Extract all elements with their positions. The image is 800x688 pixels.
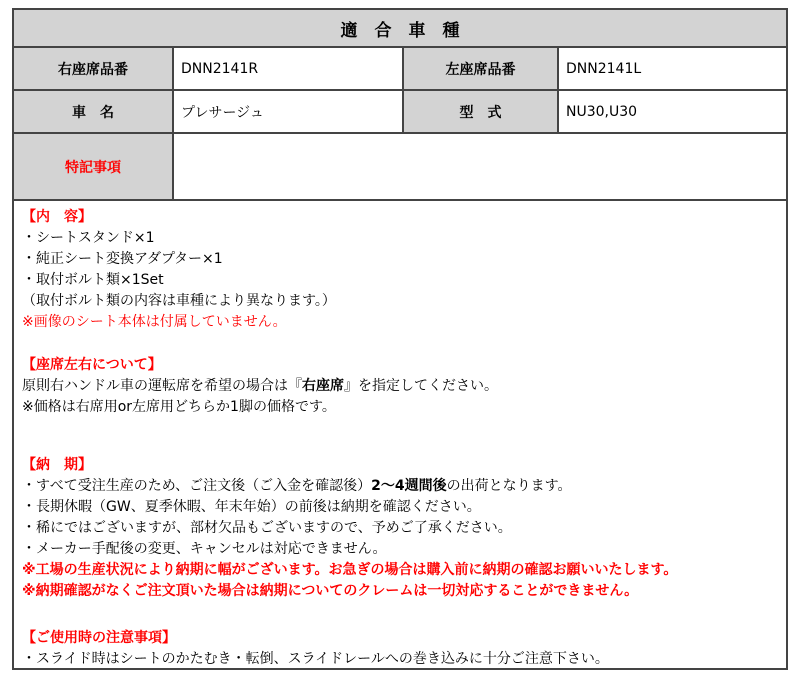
- text-segment: ・シートスタンド×1: [22, 230, 155, 246]
- text-segment: ※納期確認がなくご注文頂いた場合は納期についてのクレームは一切対応することができません。: [22, 583, 639, 599]
- text-segment: ・メーカー手配後の変更、キャンセルは対応できません。: [22, 541, 387, 557]
- special-notes-row: [14, 134, 786, 201]
- car-name-value: プレサージュ: [174, 91, 404, 132]
- text-segment: ※工場の生産状況により納期に幅がございます。お急ぎの場合は購入前に納期の確認お願いいたします。: [22, 562, 678, 578]
- part-number-left-label: 左座席品番: [404, 48, 559, 89]
- text-segment: ・稀にではございますが、部材欠品もございますので、予めご了承ください。: [22, 520, 512, 536]
- content-line: [22, 581, 776, 602]
- text-segment: 右座席: [302, 378, 344, 394]
- content-line: [22, 649, 776, 670]
- special-notes-value: [174, 134, 786, 199]
- content-line: [22, 228, 776, 249]
- text-segment: ※画像のシート本体は付属していません。: [22, 314, 287, 330]
- part-number-right-value: DNN2141R: [174, 48, 404, 89]
- content-line: [22, 291, 776, 312]
- content-line: [22, 270, 776, 291]
- part-number-row: [14, 48, 786, 91]
- car-name-model-row: [14, 91, 786, 134]
- section-title: 【座席左右について】: [22, 357, 162, 373]
- text-segment: ・すべて受注生産のため、ご注文後（ご入金を確認後）: [22, 478, 372, 494]
- text-segment: ・取付ボルト類×1Set: [22, 272, 164, 288]
- content-line: [22, 539, 776, 560]
- text-segment: 2～4週間後: [371, 478, 447, 494]
- section-title: 【納 期】: [22, 457, 92, 473]
- part-number-left-value: DNN2141L: [559, 48, 786, 89]
- text-segment: ※価格は右席用or左席用どちらか1脚の価格です。: [22, 399, 336, 415]
- text-segment: ・純正シート変換アダプター×1: [22, 251, 223, 267]
- content-line: [22, 376, 776, 397]
- car-name-label: 車 名: [14, 91, 174, 132]
- content-line: [22, 476, 776, 497]
- content-section: [22, 628, 776, 670]
- model-code-value: NU30,U30: [559, 91, 786, 132]
- content-section: [22, 355, 776, 418]
- content-line: [22, 312, 776, 333]
- section-title: 【ご使用時の注意事項】: [22, 630, 176, 646]
- content-line: [22, 560, 776, 581]
- compatible-vehicle-document: [12, 8, 788, 670]
- model-code-label: 型 式: [404, 91, 559, 132]
- content-sections: [14, 201, 786, 668]
- special-notes-label: 特記事項: [14, 134, 174, 199]
- text-segment: ・長期休暇（GW、夏季休暇、年末年始）の前後は納期を確認ください。: [22, 499, 481, 515]
- content-section: [22, 455, 776, 602]
- table-header-title: 適 合 車 種: [14, 10, 786, 48]
- text-segment: ・スライド時はシートのかたむき・転倒、スライドレールへの巻き込みに十分ご注意下さい。: [22, 651, 609, 667]
- text-segment: 原則右ハンドル車の運転席を希望の場合は『: [22, 378, 302, 394]
- content-line: [22, 397, 776, 418]
- text-segment: の出荷となります。: [446, 478, 572, 494]
- content-line: [22, 249, 776, 270]
- content-line: [22, 518, 776, 539]
- text-segment: 』を指定してください。: [344, 378, 498, 394]
- content-line: [22, 497, 776, 518]
- text-segment: （取付ボルト類の内容は車種により異なります。）: [22, 293, 336, 309]
- part-number-right-label: 右座席品番: [14, 48, 174, 89]
- content-section: [22, 207, 776, 333]
- section-title: 【内 容】: [22, 209, 92, 225]
